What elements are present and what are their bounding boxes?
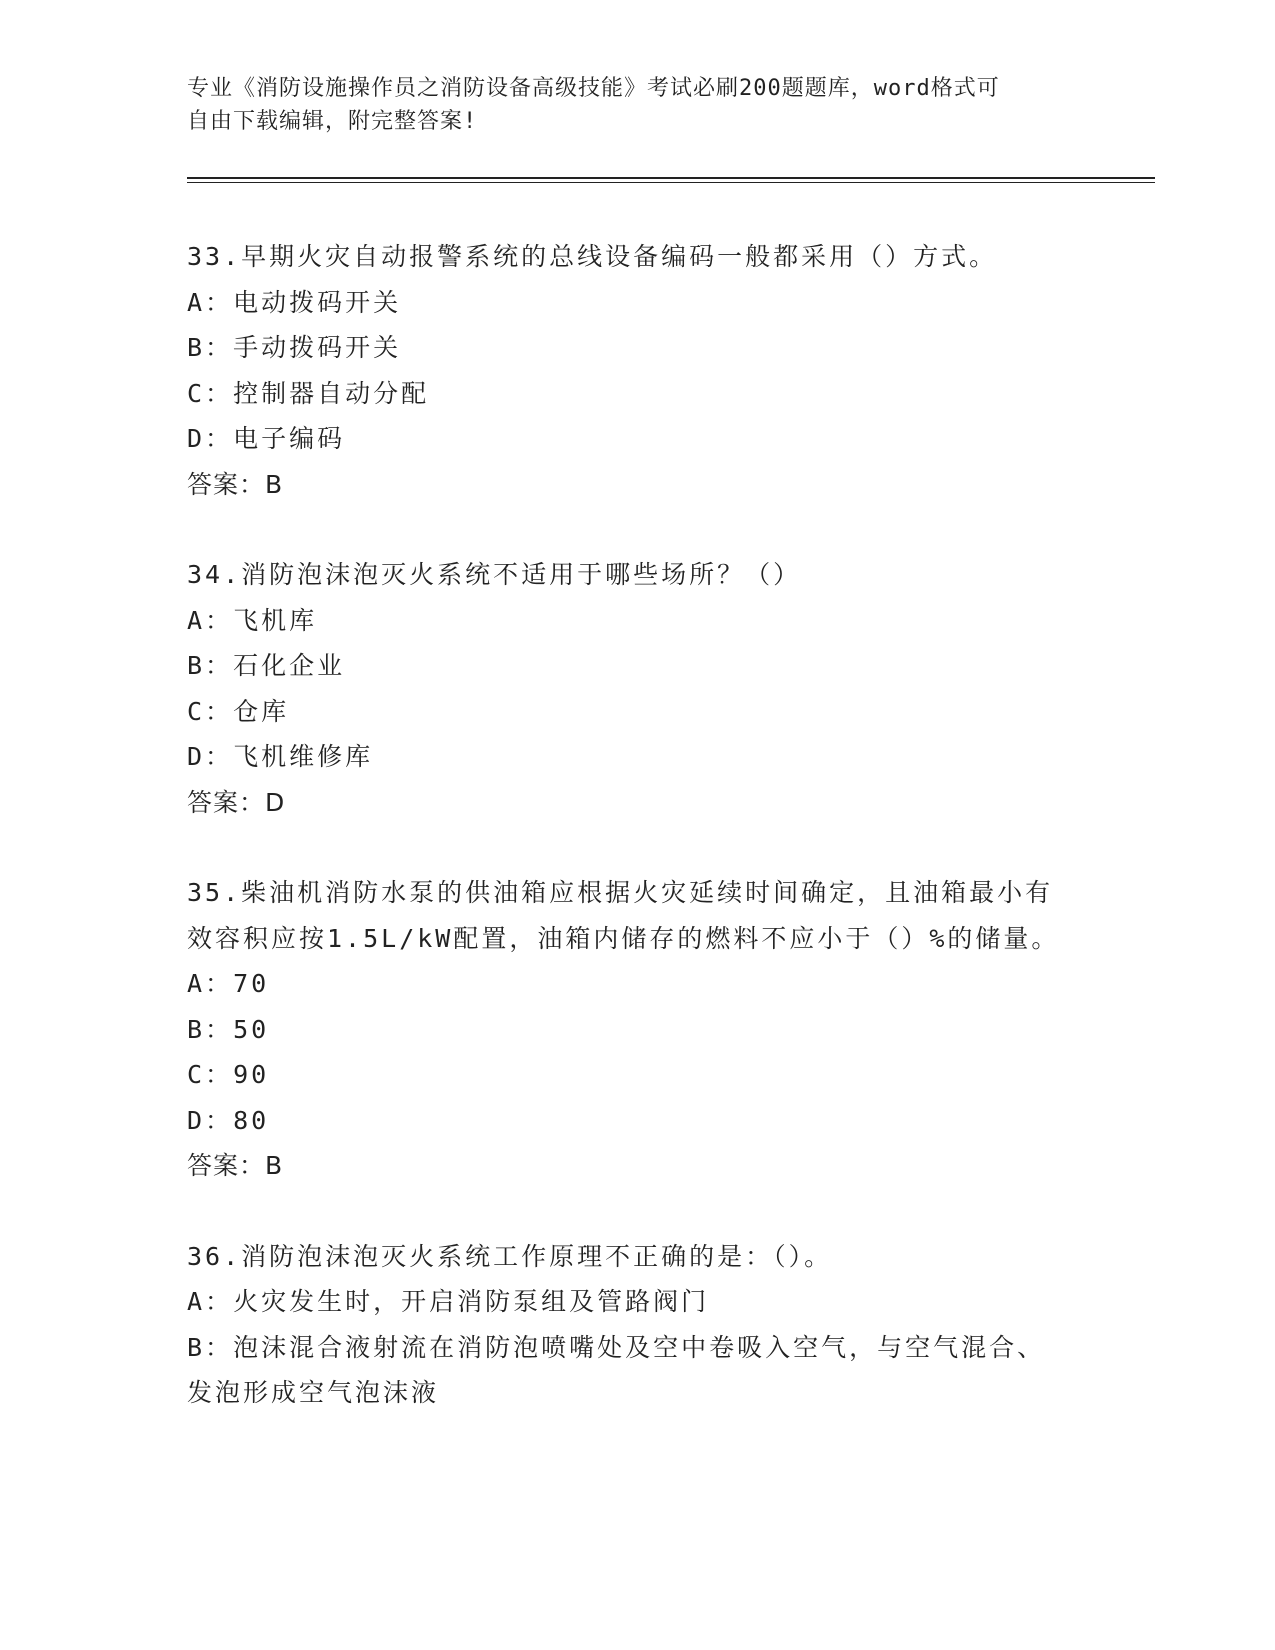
option-b <box>187 1007 1087 1053</box>
option-label: D： <box>187 1105 234 1135</box>
option-c <box>187 689 1087 735</box>
option-text: 石化企业 <box>233 651 346 680</box>
header-line-1: 专业《消防设施操作员之消防设备高级技能》考试必刷200题题库，word格式可 <box>187 76 1000 101</box>
answer-line: 答案：B <box>187 1151 284 1180</box>
option-text: 电子编码 <box>233 424 346 453</box>
option-label: A： <box>187 605 234 635</box>
option-c <box>187 371 1087 417</box>
option-text: 80 <box>233 1105 270 1135</box>
question-stem: 36.消防泡沫泡灭火系统工作原理不正确的是：（）。 <box>187 1241 833 1271</box>
question-36 <box>187 1234 1087 1416</box>
option-label: C： <box>187 696 234 726</box>
option-a <box>187 598 1087 644</box>
header-divider-thin <box>187 182 1155 183</box>
option-label: A： <box>187 969 234 998</box>
option-b <box>187 1325 1087 1371</box>
option-text: 泡沫混合液射流在消防泡喷嘴处及空中卷吸入空气，与空气混合、 <box>233 1332 1046 1362</box>
option-d <box>187 416 1087 462</box>
option-a <box>187 280 1087 326</box>
option-d <box>187 734 1087 780</box>
option-a <box>187 961 1087 1007</box>
question-list <box>187 234 1087 1461</box>
answer-line: 答案：B <box>187 469 284 499</box>
option-text: 飞机库 <box>233 605 318 635</box>
header-line-2: 自由下载编辑，附完整答案! <box>187 109 478 134</box>
question-33 <box>187 234 1087 507</box>
option-d <box>187 1098 1087 1144</box>
option-label: B： <box>187 1014 234 1044</box>
option-text: 手动拨码开关 <box>233 333 402 362</box>
option-text: 火灾发生时，开启消防泵组及管路阀门 <box>233 1287 710 1316</box>
option-label: B： <box>187 1332 234 1362</box>
option-text: 发泡形成空气泡沫液 <box>187 1378 440 1407</box>
question-stem: 33.早期火灾自动报警系统的总线设备编码一般都采用（）方式。 <box>187 242 998 271</box>
option-label: B： <box>187 333 234 362</box>
option-label: A： <box>187 287 234 317</box>
option-text: 70 <box>233 969 270 998</box>
question-stem-line-2: 效容积应按1.5L/kW配置，油箱内储存的燃料不应小于（）%的储量。 <box>187 923 1060 953</box>
option-b <box>187 643 1087 689</box>
option-b-continuation <box>187 1370 1087 1416</box>
option-b <box>187 325 1087 371</box>
option-a <box>187 1279 1087 1325</box>
option-label: C： <box>187 1060 234 1089</box>
option-text: 90 <box>233 1060 270 1089</box>
question-stem: 34.消防泡沫泡灭火系统不适用于哪些场所？（） <box>187 560 802 589</box>
option-label: D： <box>187 742 234 771</box>
option-label: B： <box>187 651 234 680</box>
option-text: 仓库 <box>233 696 290 726</box>
question-stem-line-1: 35.柴油机消防水泵的供油箱应根据火灾延续时间确定，且油箱最小有 <box>187 878 1054 907</box>
header-divider-thick <box>187 177 1155 179</box>
question-35 <box>187 870 1087 1189</box>
option-text: 控制器自动分配 <box>233 378 430 408</box>
answer-line: 答案：D <box>187 787 286 817</box>
option-label: C： <box>187 378 234 408</box>
option-label: D： <box>187 424 234 453</box>
document-header <box>187 72 1087 138</box>
option-text: 飞机维修库 <box>233 742 374 771</box>
option-label: A： <box>187 1287 234 1316</box>
option-c <box>187 1052 1087 1098</box>
question-34 <box>187 552 1087 825</box>
option-text: 电动拨码开关 <box>233 287 402 317</box>
option-text: 50 <box>233 1014 270 1044</box>
